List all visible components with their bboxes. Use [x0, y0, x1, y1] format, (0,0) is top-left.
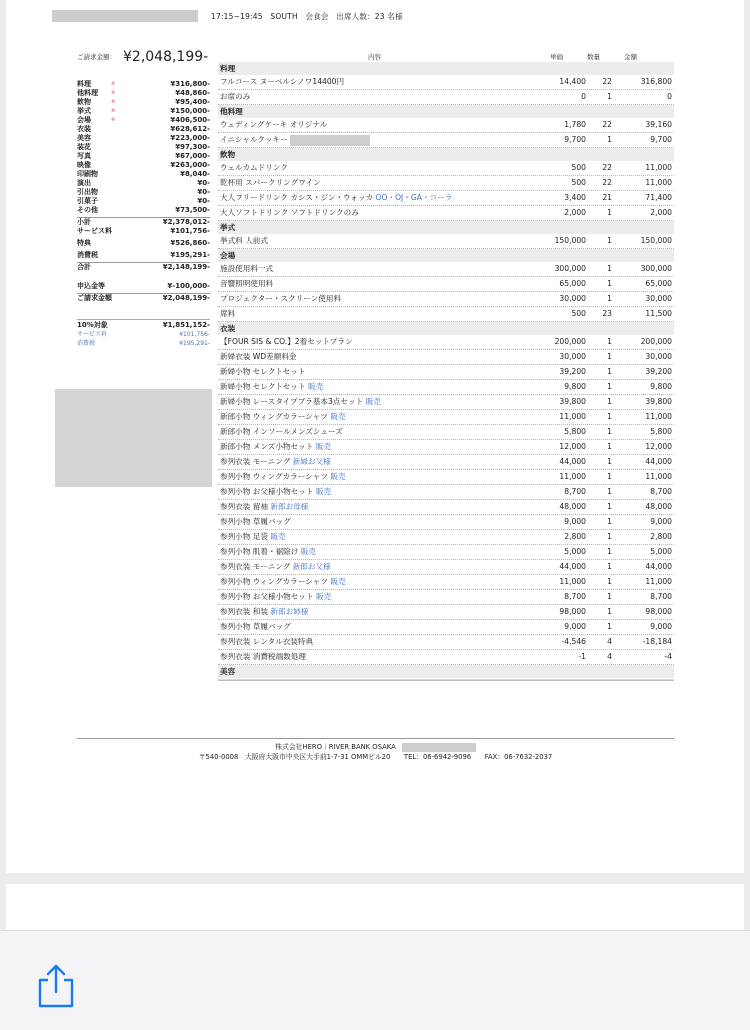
item-price: 500 — [571, 309, 586, 318]
item-name: お席のみ — [220, 92, 251, 101]
item-amount: 65,000 — [645, 279, 672, 288]
table-row — [218, 191, 674, 206]
item-price: 8,700 — [564, 487, 586, 496]
item-name: 参列小物 草履バッグ — [220, 622, 291, 631]
item-price: 200,000 — [554, 337, 586, 346]
item-name: 参列小物 肌着・裾除け 販売 — [220, 547, 316, 556]
item-name: 参列衣装 留袖 新郎お母様 — [220, 502, 309, 511]
item-price: 9,000 — [564, 622, 586, 631]
item-amount: 11,000 — [645, 577, 672, 586]
item-price: 2,800 — [564, 532, 586, 541]
summary-column — [77, 50, 210, 348]
item-note: 新郎お母様 — [270, 502, 309, 511]
item-price: 9,800 — [564, 382, 586, 391]
item-note: 販売 — [315, 592, 332, 601]
item-amount: 150,000 — [640, 236, 672, 245]
company-line: 株式会社HERO｜RIVER BANK OSAKA — [77, 742, 674, 752]
table-row — [218, 90, 674, 105]
item-name: 大人フリードリンク カシス・ジン・ウォッカ OO・OJ・GA・コーラ — [220, 193, 453, 202]
item-name: 参列衣装 レンタル衣装特典 — [220, 637, 314, 646]
table-row — [218, 75, 674, 90]
item-amount: 9,000 — [650, 622, 672, 631]
item-name: 参列衣装 モーニング 新婦お父様 — [220, 457, 331, 466]
table-row — [218, 292, 674, 307]
item-note: 販売 — [330, 412, 346, 421]
table-row — [218, 425, 674, 440]
tax-service-row: サービス料 ¥101,756- — [77, 331, 210, 338]
table-row — [218, 410, 674, 425]
category-total-row: その他 ¥73,500- — [77, 206, 210, 214]
item-price: 5,000 — [564, 547, 586, 556]
table-row — [218, 335, 674, 350]
item-amount: 316,800 — [640, 77, 672, 86]
category-total-row: 衣装 ¥628,612- — [77, 125, 210, 133]
item-price: 11,000 — [559, 472, 586, 481]
category-total-row: 装花 ¥97,300- — [77, 143, 210, 151]
table-row — [218, 575, 674, 590]
category-total-row: 他料理 ※ ¥48,860- — [77, 89, 210, 97]
event-info: 17:15~19:45 SOUTH 会食会 出席人数：23 名様 — [211, 12, 403, 21]
table-row — [218, 262, 674, 277]
item-name: 音響照明使用料 — [220, 279, 274, 288]
table-row — [218, 133, 674, 148]
item-name: 新婦小物 セレクトセット — [220, 367, 306, 376]
item-amount: 9,000 — [650, 517, 672, 526]
table-row — [218, 560, 674, 575]
item-amount: 300,000 — [640, 264, 672, 273]
table-row — [218, 590, 674, 605]
item-amount: 8,700 — [650, 592, 672, 601]
item-price: 11,000 — [559, 412, 586, 421]
item-qty: 1 — [607, 264, 612, 273]
item-amount: 11,000 — [645, 163, 672, 172]
item-note: 販売 — [300, 547, 316, 556]
item-name: 参列小物 ウィングカラーシャツ 販売 — [220, 472, 346, 481]
item-amount: 9,700 — [650, 135, 672, 144]
billing-amount: ¥2,048,199- — [123, 49, 209, 65]
table-row — [218, 470, 674, 485]
table-row — [218, 485, 674, 500]
category-header: 料理 — [218, 62, 674, 75]
item-amount: 9,800 — [650, 382, 672, 391]
table-row — [218, 365, 674, 380]
item-amount: -18,184 — [642, 637, 672, 646]
item-qty: 1 — [607, 294, 612, 303]
item-amount: 44,000 — [645, 562, 672, 571]
item-name: 新婦小物 セレクトセット 販売 — [220, 382, 324, 391]
item-qty: 22 — [602, 120, 612, 129]
table-row — [218, 161, 674, 176]
browser-toolbar — [0, 930, 750, 1030]
item-qty: 1 — [607, 517, 612, 526]
item-price: 3,400 — [564, 193, 586, 202]
item-name: 参列小物 お父様小物セット 販売 — [220, 487, 332, 496]
item-qty: 1 — [607, 337, 612, 346]
item-amount: -4 — [664, 652, 672, 661]
item-amount: 5,800 — [650, 427, 672, 436]
item-price: 12,000 — [559, 442, 586, 451]
item-name: 新郎小物 インソールメンズシューズ — [220, 427, 343, 436]
item-amount: 0 — [667, 92, 672, 101]
header-qty: 数量 — [587, 53, 600, 61]
tax-breakdown — [77, 319, 210, 348]
item-name: プロジェクター・スクリーン使用料 — [220, 294, 342, 303]
table-row — [218, 440, 674, 455]
item-price: 14,400 — [559, 77, 586, 86]
table-row — [218, 395, 674, 410]
table-body — [218, 62, 674, 678]
item-price: 98,000 — [559, 607, 586, 616]
share-icon — [36, 962, 76, 1010]
table-row — [218, 234, 674, 249]
item-qty: 21 — [602, 193, 612, 202]
item-name: ウェルカムドリンク — [220, 163, 288, 172]
item-price: 1,780 — [564, 120, 586, 129]
address-line: 〒540-0008 大阪府大阪市中央区大手前1-7-31 OMMビル20 TEL：06-6942-9096 FAX：06-7632-2037 — [198, 753, 553, 761]
item-amount: 12,000 — [645, 442, 672, 451]
item-name: 参列小物 ウィングカラーシャツ 販売 — [220, 577, 346, 586]
item-name: 参列衣装 消費税端数処理 — [220, 652, 306, 661]
redacted-name — [52, 10, 198, 22]
item-note: 販売 — [270, 532, 286, 541]
subtotal-row: 小計 ¥2,378,012- — [77, 218, 210, 226]
item-qty: 22 — [602, 178, 612, 187]
item-amount: 39,200 — [645, 367, 672, 376]
item-price: 500 — [571, 163, 586, 172]
item-note: 販売 — [315, 487, 332, 496]
table-row — [218, 350, 674, 365]
item-note: OO・OJ・GA・コーラ — [375, 193, 453, 202]
benefit-row: 特典 ¥526,860- — [77, 239, 210, 247]
item-qty: 1 — [607, 532, 612, 541]
table-row — [218, 118, 674, 133]
item-note: 販売 — [307, 382, 324, 391]
item-amount: 30,000 — [645, 352, 672, 361]
item-name: ウェディングケーキ オリジナル — [220, 120, 328, 129]
item-price: -1 — [578, 652, 586, 661]
item-qty: 1 — [607, 236, 612, 245]
item-qty: 1 — [607, 135, 612, 144]
item-qty: 1 — [607, 397, 612, 406]
category-total-row: 引菓子 ¥0- — [77, 197, 210, 205]
item-price: 39,200 — [559, 367, 586, 376]
item-name: 乾杯用 スパークリングワイン — [220, 178, 321, 187]
item-amount: 200,000 — [640, 337, 672, 346]
category-total-row: 会場 ※ ¥406,500- — [77, 116, 210, 124]
item-note: 販売 — [330, 472, 346, 481]
item-qty: 1 — [607, 622, 612, 631]
billing-label: ご請求金額： — [77, 53, 116, 61]
item-qty: 1 — [607, 562, 612, 571]
service-row: サービス料 ¥101,756- — [77, 227, 210, 235]
total-row: 合計 ¥2,148,199- — [77, 263, 210, 271]
item-qty: 22 — [602, 163, 612, 172]
item-name: 席料 — [220, 309, 236, 318]
category-header: 他料理 — [218, 105, 674, 118]
item-price: 500 — [571, 178, 586, 187]
item-qty: 1 — [607, 592, 612, 601]
category-total-row: 飲物 ※ ¥95,400- — [77, 98, 210, 106]
item-price: 65,000 — [559, 279, 586, 288]
table-row — [218, 206, 674, 221]
item-name: 参列小物 お父様小物セット 販売 — [220, 592, 332, 601]
table-header — [218, 50, 674, 62]
redacted-text — [290, 135, 370, 146]
item-price: 300,000 — [554, 264, 586, 273]
item-amount: 11,000 — [645, 412, 672, 421]
item-name: イニシャルクッキー — [220, 133, 370, 147]
item-qty: 1 — [607, 547, 612, 556]
consumption-tax-row: 消費税 ¥195,291- — [77, 251, 210, 259]
table-row — [218, 380, 674, 395]
table-row — [218, 277, 674, 292]
item-amount: 11,500 — [645, 309, 672, 318]
table-row — [218, 620, 674, 635]
item-amount: 71,400 — [645, 193, 672, 202]
billing-row: ご請求金額 ¥2,048,199- — [77, 294, 210, 302]
item-note: 販売 — [315, 442, 331, 451]
item-qty: 1 — [607, 279, 612, 288]
item-note: 販売 — [365, 397, 381, 406]
item-price: 150,000 — [554, 236, 586, 245]
item-name: 【FOUR SIS & CO.】2着セットプラン — [220, 337, 353, 346]
table-row — [218, 515, 674, 530]
item-qty: 23 — [602, 309, 612, 318]
item-qty: 4 — [607, 637, 612, 646]
header-amount: 金額 — [624, 53, 637, 61]
item-name: 挙式料 人前式 — [220, 236, 268, 245]
category-header: 飲物 — [218, 148, 674, 161]
table-row — [218, 530, 674, 545]
tax-consumption-row: 消費税 ¥195,291- — [77, 340, 210, 347]
item-name: 施設使用料一式 — [220, 264, 274, 273]
item-name: 大人ソフトドリンク ソフトドリンクのみ — [220, 208, 359, 217]
item-table — [218, 50, 674, 681]
item-amount: 8,700 — [650, 487, 672, 496]
item-note: 新郎お父様 — [292, 562, 331, 571]
category-total-row: 挙式 ※ ¥150,000- — [77, 107, 210, 115]
category-total-row: 映像 ¥263,000- — [77, 161, 210, 169]
item-name: 新郎小物 ウィングカラーシャツ 販売 — [220, 412, 346, 421]
item-price: 30,000 — [559, 352, 586, 361]
item-qty: 1 — [607, 457, 612, 466]
item-qty: 1 — [607, 92, 612, 101]
item-price: 8,700 — [564, 592, 586, 601]
deposit-row: 申込金等 ¥-100,000- — [77, 282, 210, 290]
tax-target-row: 10%対象 ¥1,851,152- — [77, 321, 210, 329]
item-qty: 1 — [607, 472, 612, 481]
item-qty: 1 — [607, 442, 612, 451]
item-qty: 1 — [607, 427, 612, 436]
item-price: 44,000 — [559, 562, 586, 571]
item-amount: 48,000 — [645, 502, 672, 511]
category-totals — [77, 80, 210, 215]
item-qty: 1 — [607, 502, 612, 511]
item-amount: 11,000 — [645, 472, 672, 481]
table-row — [218, 176, 674, 191]
billing-total — [77, 50, 210, 68]
item-qty: 1 — [607, 412, 612, 421]
item-qty: 4 — [607, 652, 612, 661]
item-name: 参列衣装 和装 新郎お姉様 — [220, 607, 309, 616]
item-name: 参列小物 足袋 販売 — [220, 532, 286, 541]
category-header: 美容 — [218, 665, 674, 678]
table-row — [218, 605, 674, 620]
share-button[interactable] — [36, 962, 76, 1010]
item-price: 39,800 — [559, 397, 586, 406]
item-qty: 1 — [607, 367, 612, 376]
divider — [218, 679, 674, 680]
item-amount: 11,000 — [645, 178, 672, 187]
table-row — [218, 500, 674, 515]
category-total-row: 美容 ¥223,000- — [77, 134, 210, 142]
table-row — [218, 545, 674, 560]
header-name: 内容 — [368, 53, 381, 61]
item-price: -4,546 — [561, 637, 586, 646]
item-qty: 1 — [607, 577, 612, 586]
item-note: 新郎お姉様 — [270, 607, 309, 616]
item-amount: 2,800 — [650, 532, 672, 541]
item-note: 販売 — [330, 577, 346, 586]
item-name: フルコース ヌーベルシノワ14400円 — [220, 77, 345, 86]
item-qty: 1 — [607, 607, 612, 616]
item-qty: 1 — [607, 487, 612, 496]
redacted-company-info — [402, 743, 476, 752]
item-qty: 1 — [607, 208, 612, 217]
item-qty: 1 — [607, 352, 612, 361]
item-name: 新郎小物 メンズ小物セット 販売 — [220, 442, 331, 451]
table-row — [218, 635, 674, 650]
item-price: 48,000 — [559, 502, 586, 511]
item-name: 参列小物 草履バッグ — [220, 517, 291, 526]
item-price: 44,000 — [559, 457, 586, 466]
table-row — [218, 307, 674, 322]
item-price: 30,000 — [559, 294, 586, 303]
item-name: 参列衣装 モーニング 新郎お父様 — [220, 562, 331, 571]
header-price: 単価 — [550, 53, 563, 61]
item-note: 新婦お父様 — [292, 457, 331, 466]
item-amount: 39,800 — [645, 397, 672, 406]
item-amount: 39,160 — [645, 120, 672, 129]
item-qty: 1 — [607, 382, 612, 391]
category-header: 衣装 — [218, 322, 674, 335]
item-amount: 98,000 — [645, 607, 672, 616]
item-amount: 2,000 — [650, 208, 672, 217]
table-row — [218, 650, 674, 665]
item-price: 0 — [581, 92, 586, 101]
category-header: 挙式 — [218, 221, 674, 234]
item-qty: 22 — [602, 77, 612, 86]
category-total-row: 引出物 ¥0- — [77, 188, 210, 196]
item-amount: 44,000 — [645, 457, 672, 466]
item-name: 新婦衣装 WD差額料金 — [220, 352, 297, 361]
item-price: 11,000 — [559, 577, 586, 586]
category-header: 会場 — [218, 249, 674, 262]
category-total-row: 写真 ¥67,000- — [77, 152, 210, 160]
item-amount: 30,000 — [645, 294, 672, 303]
item-price: 5,800 — [564, 427, 586, 436]
item-price: 9,700 — [564, 135, 586, 144]
item-price: 2,000 — [564, 208, 586, 217]
category-total-row: 印刷物 ¥8,040- — [77, 170, 210, 178]
item-name: 新婦小物 レースタイプブラ基本3点セット 販売 — [220, 397, 381, 406]
category-total-row: 演出 ¥0- — [77, 179, 210, 187]
footer — [77, 738, 674, 762]
blank-placeholder-box — [55, 389, 212, 487]
table-row — [218, 455, 674, 470]
item-amount: 5,000 — [650, 547, 672, 556]
category-total-row: 料理 ※ ¥316,800- — [77, 80, 210, 88]
item-price: 9,000 — [564, 517, 586, 526]
